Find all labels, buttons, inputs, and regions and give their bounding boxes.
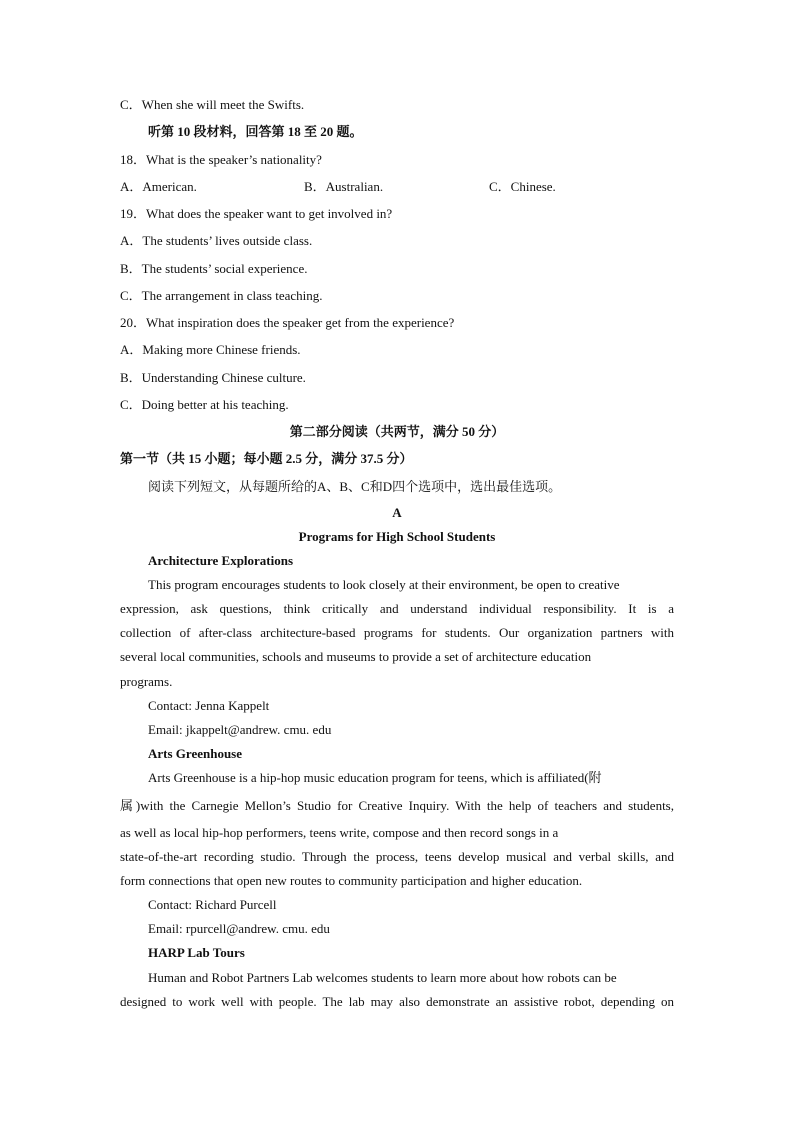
listening-10-instruction: 听第 10 段材料，回答第 18 至 20 题。 bbox=[148, 124, 363, 139]
arts-contact: Contact: Richard Purcell bbox=[148, 897, 277, 912]
q18-option-b: B．Australian. bbox=[304, 179, 384, 194]
harp-line-2: designed to work well with people. The lab may also demonstrate an assistive robot, depending on bbox=[120, 994, 674, 1009]
arts-heading: Arts Greenhouse bbox=[148, 746, 243, 761]
harp-line-1: Human and Robot Partners Lab welcomes students to learn more about how robots can be bbox=[148, 970, 617, 985]
arch-line-1: This program encourages students to look closely at their environment, be open to creative bbox=[148, 577, 620, 592]
arch-contact: Contact: Jenna Kappelt bbox=[148, 698, 270, 713]
q19-option-b: B．The students’ social experience. bbox=[120, 261, 308, 276]
arts-line-4: state-of-the-art recording studio. Through the process, teens develop musical and verbal skills, and bbox=[120, 849, 674, 864]
part2-instruction: 阅读下列短文，从每题所给的A、B、C和D四个选项中，选出最佳选项。 bbox=[148, 479, 562, 494]
arch-line-5: programs. bbox=[120, 674, 173, 689]
q17-option-c: C．When she will meet the Swifts. bbox=[120, 97, 305, 112]
arch-line-3: collection of after-class architecture-based programs for students. Our organization partners with bbox=[120, 625, 674, 640]
passage-letter: A bbox=[392, 505, 402, 520]
q18-option-a: A．American. bbox=[120, 179, 197, 194]
q20-option-a: A．Making more Chinese friends. bbox=[120, 342, 301, 357]
arts-email: Email: rpurcell@andrew. cmu. edu bbox=[148, 921, 330, 936]
q20-stem: 20．What inspiration does the speaker get from the experience? bbox=[120, 315, 455, 330]
part2-section1: 第一节（共 15 小题；每小题 2.5 分，满分 37.5 分） bbox=[120, 451, 413, 466]
q19-option-a: A．The students’ lives outside class. bbox=[120, 233, 313, 248]
part2-title: 第二部分阅读（共两节，满分 50 分） bbox=[289, 424, 505, 439]
passage-title: Programs for High School Students bbox=[298, 529, 496, 544]
arts-line-5: form connections that open new routes to community participation and higher education. bbox=[120, 873, 583, 888]
q18-option-c: C．Chinese. bbox=[489, 179, 556, 194]
arts-line-3: as well as local hip-hop performers, teens write, compose and then record songs in a bbox=[120, 825, 559, 840]
arch-email: Email: jkappelt@andrew. cmu. edu bbox=[148, 722, 332, 737]
q18-stem: 18．What is the speaker’s nationality? bbox=[120, 152, 322, 167]
q19-option-c: C．The arrangement in class teaching. bbox=[120, 288, 323, 303]
arch-line-4: several local communities, schools and museums to provide a set of architecture education bbox=[120, 649, 592, 664]
arch-line-2: expression, ask questions, think critically and understand individual responsibility. It is a bbox=[120, 601, 674, 616]
arts-line-1: Arts Greenhouse is a hip-hop music education program for teens, which is affiliated(附 bbox=[148, 770, 602, 785]
q19-stem: 19．What does the speaker want to get involved in? bbox=[120, 206, 393, 221]
q20-option-b: B．Understanding Chinese culture. bbox=[120, 370, 306, 385]
arch-heading: Architecture Explorations bbox=[148, 553, 294, 568]
harp-heading: HARP Lab Tours bbox=[148, 945, 245, 960]
q20-option-c: C．Doing better at his teaching. bbox=[120, 397, 289, 412]
arts-line-2: 属)with the Carnegie Mellon’s Studio for Creative Inquiry. With the help of teachers and students, bbox=[120, 798, 674, 813]
